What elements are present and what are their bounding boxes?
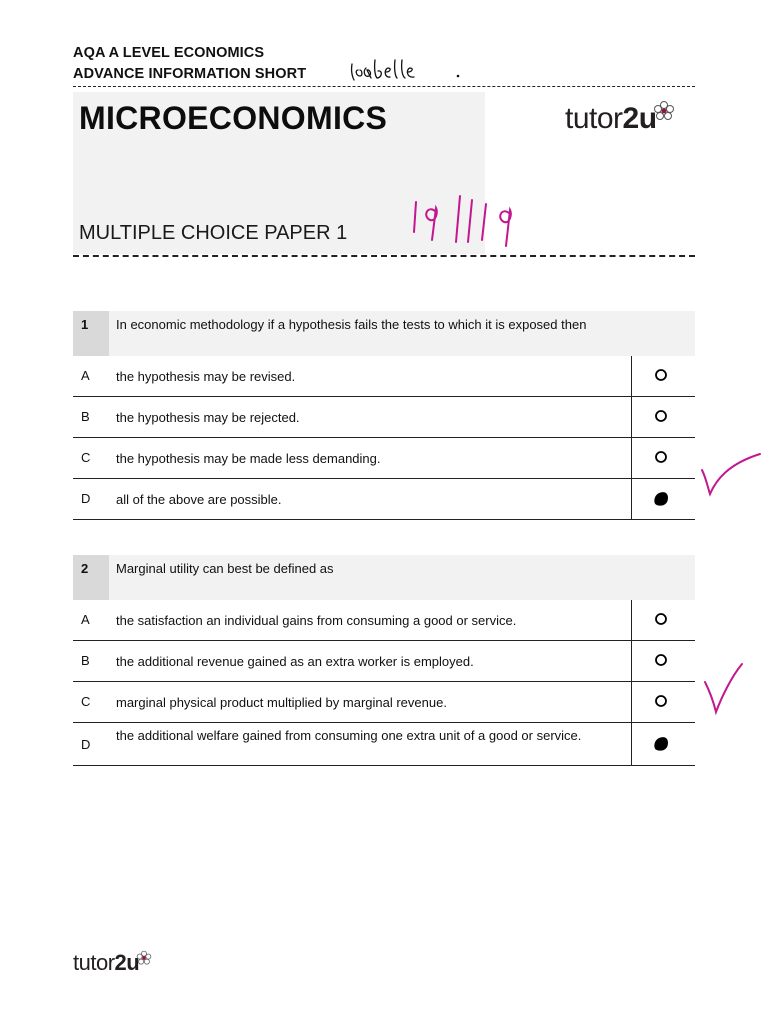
flower-icon <box>653 100 675 122</box>
column-divider <box>631 641 632 681</box>
logo-text-bold: 2u <box>622 102 657 135</box>
header-divider <box>73 86 695 87</box>
answer-bubble-empty[interactable] <box>655 451 667 463</box>
student-name-handwriting <box>348 56 472 86</box>
option-text: the additional welfare gained from consuming one extra unit of a good or service. <box>116 728 582 743</box>
check-mark-icon <box>698 450 764 498</box>
option-row-a <box>73 600 695 641</box>
option-row-b <box>73 397 695 438</box>
check-mark-icon <box>702 660 746 716</box>
question-1 <box>73 311 695 520</box>
score-handwriting <box>408 194 524 250</box>
question-header <box>73 555 695 600</box>
option-letter: B <box>81 653 90 668</box>
option-text: all of the above are possible. <box>116 492 282 507</box>
column-divider <box>631 723 632 765</box>
option-row-c <box>73 438 695 479</box>
question-2 <box>73 555 695 766</box>
option-text: the satisfaction an individual gains from consuming a good or service. <box>116 613 517 628</box>
option-row-d <box>73 479 695 520</box>
answer-bubble-filled[interactable] <box>653 736 669 752</box>
option-row-d <box>73 723 695 766</box>
column-divider <box>631 600 632 640</box>
option-letter: D <box>81 737 91 752</box>
logo-text-light: tutor <box>565 102 623 135</box>
question-number: 2 <box>73 555 109 600</box>
exam-board-line: AQA A LEVEL ECONOMICS <box>73 45 265 61</box>
title-divider <box>73 255 695 257</box>
question-number: 1 <box>73 311 109 356</box>
answer-bubble-empty[interactable] <box>655 654 667 666</box>
page-title: MICROECONOMICS <box>79 100 388 136</box>
option-text: marginal physical product multiplied by marginal revenue. <box>116 695 447 710</box>
question-text: Marginal utility can best be defined as <box>116 561 334 576</box>
column-divider <box>631 682 632 722</box>
option-row-c <box>73 682 695 723</box>
tutor2u-footer-logo <box>73 950 152 976</box>
option-row-a <box>73 356 695 397</box>
column-divider <box>631 479 632 519</box>
answer-bubble-empty[interactable] <box>655 369 667 381</box>
option-letter: B <box>81 409 90 424</box>
answer-bubble-filled[interactable] <box>653 491 669 507</box>
column-divider <box>631 438 632 478</box>
option-letter: C <box>81 694 91 709</box>
option-text: the additional revenue gained as an extra worker is employed. <box>116 654 474 669</box>
paper-series-line: ADVANCE INFORMATION SHORT <box>73 66 307 82</box>
option-letter: D <box>81 491 91 506</box>
column-divider <box>631 356 632 396</box>
tutor2u-logo <box>565 100 675 136</box>
answer-bubble-empty[interactable] <box>655 613 667 625</box>
column-divider <box>631 397 632 437</box>
option-text: the hypothesis may be revised. <box>116 369 296 384</box>
option-letter: C <box>81 450 91 465</box>
option-letter: A <box>81 612 90 627</box>
flower-icon <box>136 950 152 966</box>
answer-bubble-empty[interactable] <box>655 695 667 707</box>
option-text: the hypothesis may be made less demanding. <box>116 451 381 466</box>
option-letter: A <box>81 368 90 383</box>
logo-text-light: tutor <box>73 950 115 975</box>
logo-text-bold: 2u <box>114 950 140 975</box>
option-row-b <box>73 641 695 682</box>
question-header <box>73 311 695 356</box>
option-text: the hypothesis may be rejected. <box>116 410 300 425</box>
answer-bubble-empty[interactable] <box>655 410 667 422</box>
question-text: In economic methodology if a hypothesis fails the tests to which it is exposed then <box>116 317 587 332</box>
paper-type: MULTIPLE CHOICE PAPER 1 <box>79 222 348 244</box>
